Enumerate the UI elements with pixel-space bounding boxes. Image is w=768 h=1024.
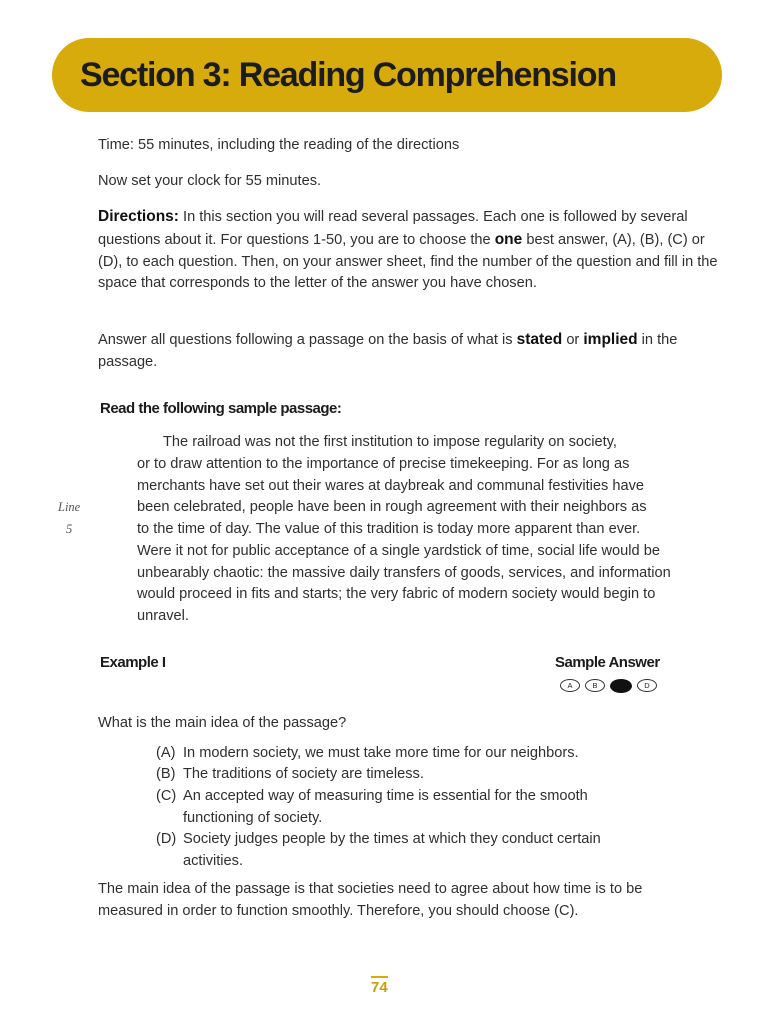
passage-line: unbearably chaotic: the massive daily transfers of goods, services, and information [137,565,671,581]
answer-all-text-1: Answer all questions following a passage on the basis of what is [98,332,517,348]
passage-line: or to draw attention to the importance of precise timekeeping. For as long as [137,456,630,472]
answer-bubble-d: D [637,679,657,692]
example-label: Example I [100,654,166,671]
stated-emphasis: stated [516,331,563,348]
passage-line: unravel. [137,608,189,624]
directions-emphasis: one [494,230,523,248]
page-number: 74 [371,976,388,997]
line-marker-number: 5 [66,522,73,536]
implied-emphasis: implied [583,331,638,348]
answer-all-text-2: in the passage. [98,332,678,370]
answer-bubble-a: A [560,679,580,692]
directions-paragraph [98,206,718,295]
question-text: What is the main idea of the passage? [98,715,347,731]
clock-line: Now set your clock for 55 minutes. [98,173,322,189]
sample-passage-heading: Read the following sample passage: [100,400,342,417]
directions-text-1: In this section you will read several passages. Each one is followed by several questions about it. For questions 1-50, you are to choose the [98,209,688,248]
explanation-text: The main idea of the passage is that societies need to agree about how time is to be measured in order to function smoothly. Therefore, you should choose (C). [98,881,643,919]
passage-line: merchants have set out their wares at daybreak and communal festivities have [137,478,644,494]
passage-line: been celebrated, people have been in rough agreement with their neighbors as [137,499,647,515]
option-b-text: The traditions of society are timeless. [183,766,424,782]
answer-bubble-c-filled: C [610,679,632,693]
section-banner [52,38,722,112]
section-title: Section 3: Reading Comprehension [80,56,616,94]
answer-all-or: or [562,332,584,348]
sample-answer-label: Sample Answer [555,654,660,671]
option-a-letter: (A) [156,745,176,761]
option-b-letter: (B) [156,766,176,782]
passage-line: to the time of day. The value of this tradition is today more apparent than ever. [137,521,641,537]
option-d-letter: (D) [156,831,177,847]
option-c-letter: (C) [156,788,177,804]
directions-label: Directions: [98,208,179,225]
answer-all-paragraph [98,329,718,374]
option-a-text: In modern society, we must take more time for our neighbors. [183,745,579,761]
time-line: Time: 55 minutes, including the reading of the directions [98,137,460,153]
passage-line: would proceed in fits and starts; the very fabric of modern society would begin to [137,586,656,602]
directions-text-2: best answer, (A), (B), (C) or (D), to each question. Then, on your answer sheet, find the number of the question and fill in the space that corresponds to the letter of the answer you have chosen. [98,231,718,292]
answer-bubble-b: B [585,679,605,692]
line-marker-label: Line [58,500,81,514]
passage-line: Were it not for public acceptance of a single yardstick of time, social life would be [137,543,660,559]
option-d-text: Society judges people by the times at which they conduct certain activities. [183,831,601,869]
answer-bubbles [560,679,657,693]
passage-line: The railroad was not the first institution to impose regularity on society, [163,434,617,450]
option-c-text: An accepted way of measuring time is essential for the smooth functioning of society. [183,788,588,826]
